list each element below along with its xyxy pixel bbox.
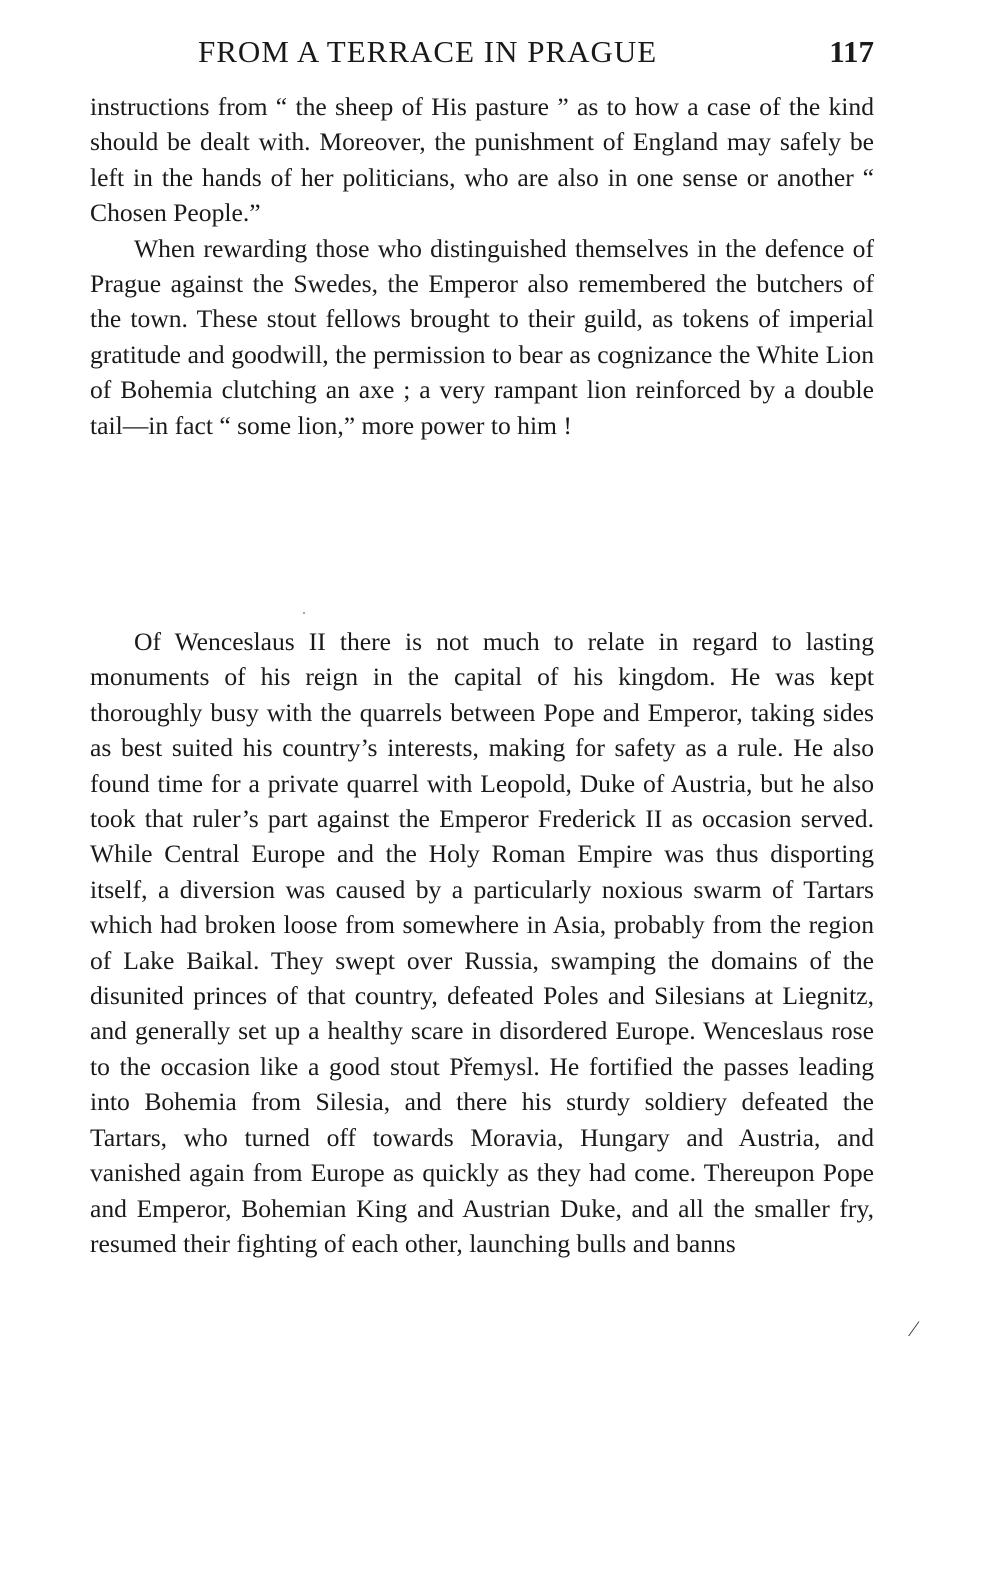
text-block-bottom bbox=[90, 624, 874, 1261]
text-block-top bbox=[90, 89, 874, 443]
page-header bbox=[90, 30, 874, 74]
paragraph-continuation: instructions from “ the sheep of His pasture ” as to how a case of the kind should be dealt with. Moreover, the punishment of England may safely be left in the hands of her politicians, who are also in one sense or another “ Chosen People.” bbox=[90, 92, 874, 228]
margin-mark: ⁄ bbox=[912, 1316, 916, 1341]
running-head: FROM A TERRACE IN PRAGUE bbox=[198, 34, 658, 69]
paragraph-wenceslaus: Of Wenceslaus II there is not much to relate in regard to lasting monuments of his reign in the capital of his kingdom. He was kept thoroughly busy with the quarrels between Pope and Emperor, taking sides as best suited his country’s interests, making for safety as a rule. He also found time for a private quarrel with Leopold, Duke of Austria, but he also took that ruler’s part against the Emperor Frederick II as occasion served. While Central Europe and the Holy Roman Empire was thus disporting itself, a diversion was caused by a particularly noxious swarm of Tartars which had broken loose from somewhere in Asia, probably from the region of Lake Baikal. They swept over Russia, swamping the domains of the disunited princes of that country, defeated Poles and Silesians at Liegnitz, and generally set up a healthy scare in disordered Europe. Wenceslaus rose to the occasion like a good stout Přemysl. He fortified the passes leading into Bohemia from Silesia, and there his sturdy soldiery defeated the Tartars, who turned off towards Moravia, Hungary and Austria, and vanished again from Europe as quickly as they had come. Thereupon Pope and Emperor, Bohemian King and Austrian Duke, and all the smaller fry, resumed their fighting of each other, launching bulls and banns bbox=[90, 627, 874, 1258]
page-number: 117 bbox=[829, 34, 874, 69]
section-break-mark bbox=[303, 612, 305, 614]
paragraph-butchers-guild: When rewarding those who distinguished themselves in the defence of Prague against the Swedes, the Emperor also remembered the butchers of the town. These stout fellows brought to their guild, as tokens of imperial gratitude and goodwill, the permission to bear as cognizance the White Lion of Bohemia clutching an axe ; a very rampant lion reinforced by a double tail—in fact “ some lion,” more power to him ! bbox=[90, 233, 874, 440]
